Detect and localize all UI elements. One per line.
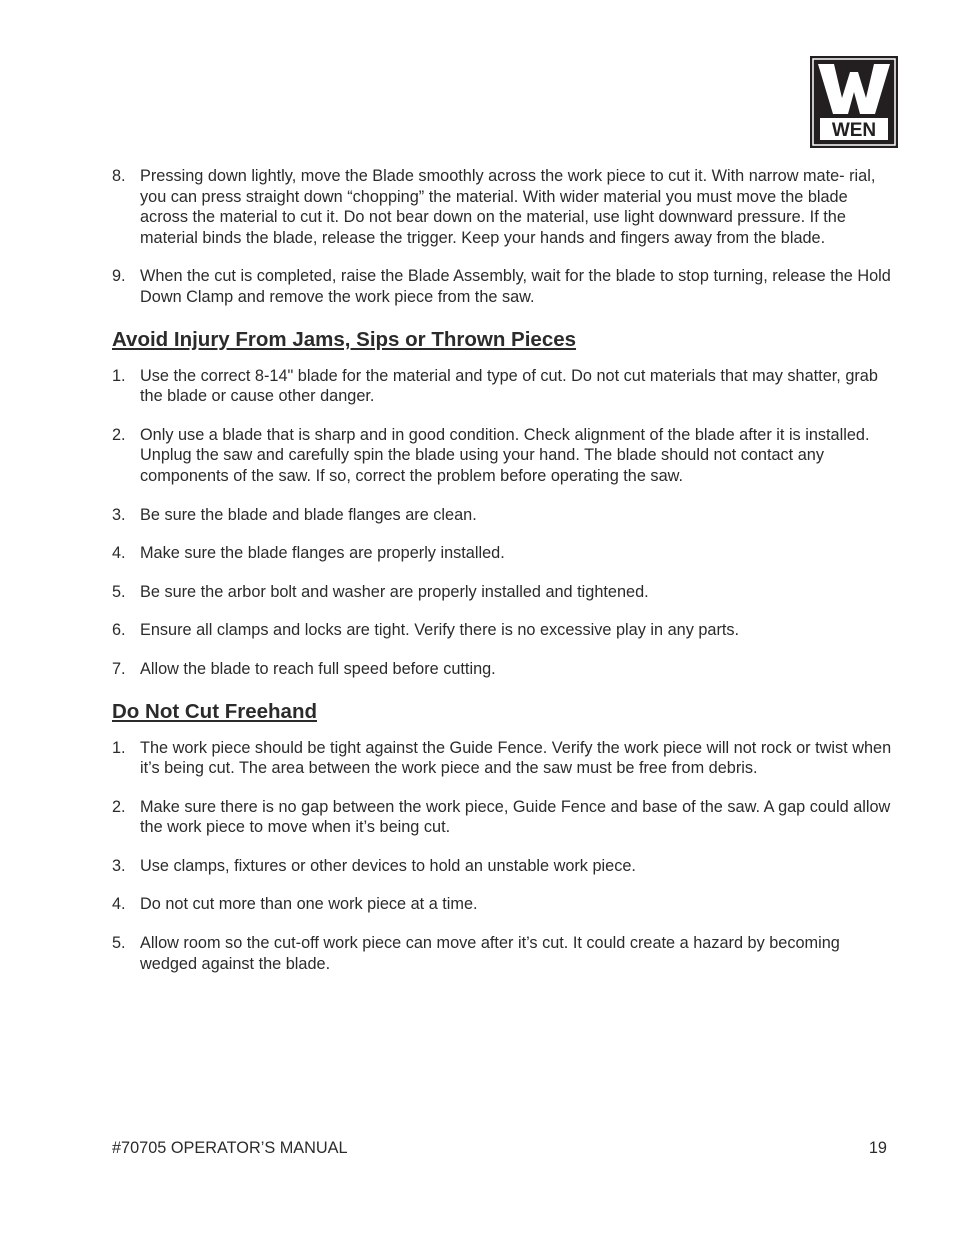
item-text: Make sure the blade flanges are properly installed. xyxy=(140,544,505,563)
list-item xyxy=(112,543,894,564)
item-text: Use the correct 8-14" blade for the material and type of cut. Do not cut materials that may shatter, grab the blade or cause other danger. xyxy=(140,366,878,406)
item-text: Pressing down lightly, move the Blade smoothly across the work piece to cut it. With narrow mate- rial, you can press straight down “chopping” the material. With wider material you must move the blade across the material to cut it. Do not bear down on the material, use light downward pressure. If the material binds the blade, release the trigger. Keep your hands and fingers away from the blade. xyxy=(140,167,876,247)
item-text: When the cut is completed, raise the Blade Assembly, wait for the blade to stop turning, release the Hold Down Clamp and remove the work piece from the saw. xyxy=(140,267,891,306)
list-item xyxy=(112,266,894,307)
item-text: Allow the blade to reach full speed before cutting. xyxy=(140,659,496,678)
item-number: 4. xyxy=(112,895,126,914)
list-item xyxy=(112,425,894,487)
item-number: 2. xyxy=(112,425,126,444)
section-heading-jams: Avoid Injury From Jams, Sips or Thrown Pieces xyxy=(112,327,577,351)
list-item xyxy=(112,797,894,838)
item-text: Use clamps, fixtures or other devices to hold an unstable work piece. xyxy=(140,856,636,875)
wen-logo-mark xyxy=(810,56,898,148)
list-item xyxy=(112,738,894,779)
item-number: 8. xyxy=(112,167,126,185)
item-text: Allow room so the cut-off work piece can move after it’s cut. It could create a hazard by becoming wedged against the blade. xyxy=(140,934,840,973)
list-item xyxy=(112,505,894,526)
list-item xyxy=(112,620,894,641)
page-footer xyxy=(112,1138,887,1158)
list-item xyxy=(112,366,894,407)
item-text: The work piece should be tight against the Guide Fence. Verify the work piece will not rock or twist when it’s being cut. The area between the work piece and the saw must be free from debris. xyxy=(140,738,892,778)
item-text: Do not cut more than one work piece at a time. xyxy=(140,895,478,914)
page-content xyxy=(112,166,894,974)
list-item xyxy=(112,894,894,915)
item-number: 2. xyxy=(112,797,126,816)
list-item xyxy=(112,933,894,974)
item-number: 5. xyxy=(112,582,126,601)
item-text: Make sure there is no gap between the work piece, Guide Fence and base of the saw. A gap could allow the work piece to move when it’s being cut. xyxy=(140,797,891,837)
item-text: Be sure the blade and blade flanges are clean. xyxy=(140,505,477,524)
manual-title: #70705 OPERATOR’S MANUAL xyxy=(112,1139,348,1157)
wen-logo xyxy=(810,56,898,148)
jams-list xyxy=(112,366,894,680)
item-text: Be sure the arbor bolt and washer are properly installed and tightened. xyxy=(140,582,649,601)
section-heading-freehand: Do Not Cut Freehand xyxy=(112,699,317,723)
item-number: 1. xyxy=(112,366,126,385)
item-number: 6. xyxy=(112,621,126,640)
list-item xyxy=(112,166,894,248)
item-text: Only use a blade that is sharp and in good condition. Check alignment of the blade after it is installed. Unplug the saw and carefully spin the blade using your hand. The blade should not contact any components of the saw. If so, correct the problem before operating the saw. xyxy=(140,425,870,485)
item-number: 3. xyxy=(112,856,126,875)
logo-text: WEN xyxy=(831,120,877,141)
item-number: 7. xyxy=(112,659,126,678)
item-text: Ensure all clamps and locks are tight. Verify there is no excessive play in any parts. xyxy=(140,621,740,640)
item-number: 1. xyxy=(112,738,126,757)
item-number: 4. xyxy=(112,544,126,563)
steps-list-continued xyxy=(112,166,894,308)
freehand-list xyxy=(112,738,894,975)
item-number: 5. xyxy=(112,934,126,953)
list-item xyxy=(112,856,894,877)
list-item xyxy=(112,582,894,603)
page-number: 19 xyxy=(868,1139,887,1157)
list-item xyxy=(112,659,894,680)
item-number: 3. xyxy=(112,505,126,524)
item-number: 9. xyxy=(112,267,126,286)
